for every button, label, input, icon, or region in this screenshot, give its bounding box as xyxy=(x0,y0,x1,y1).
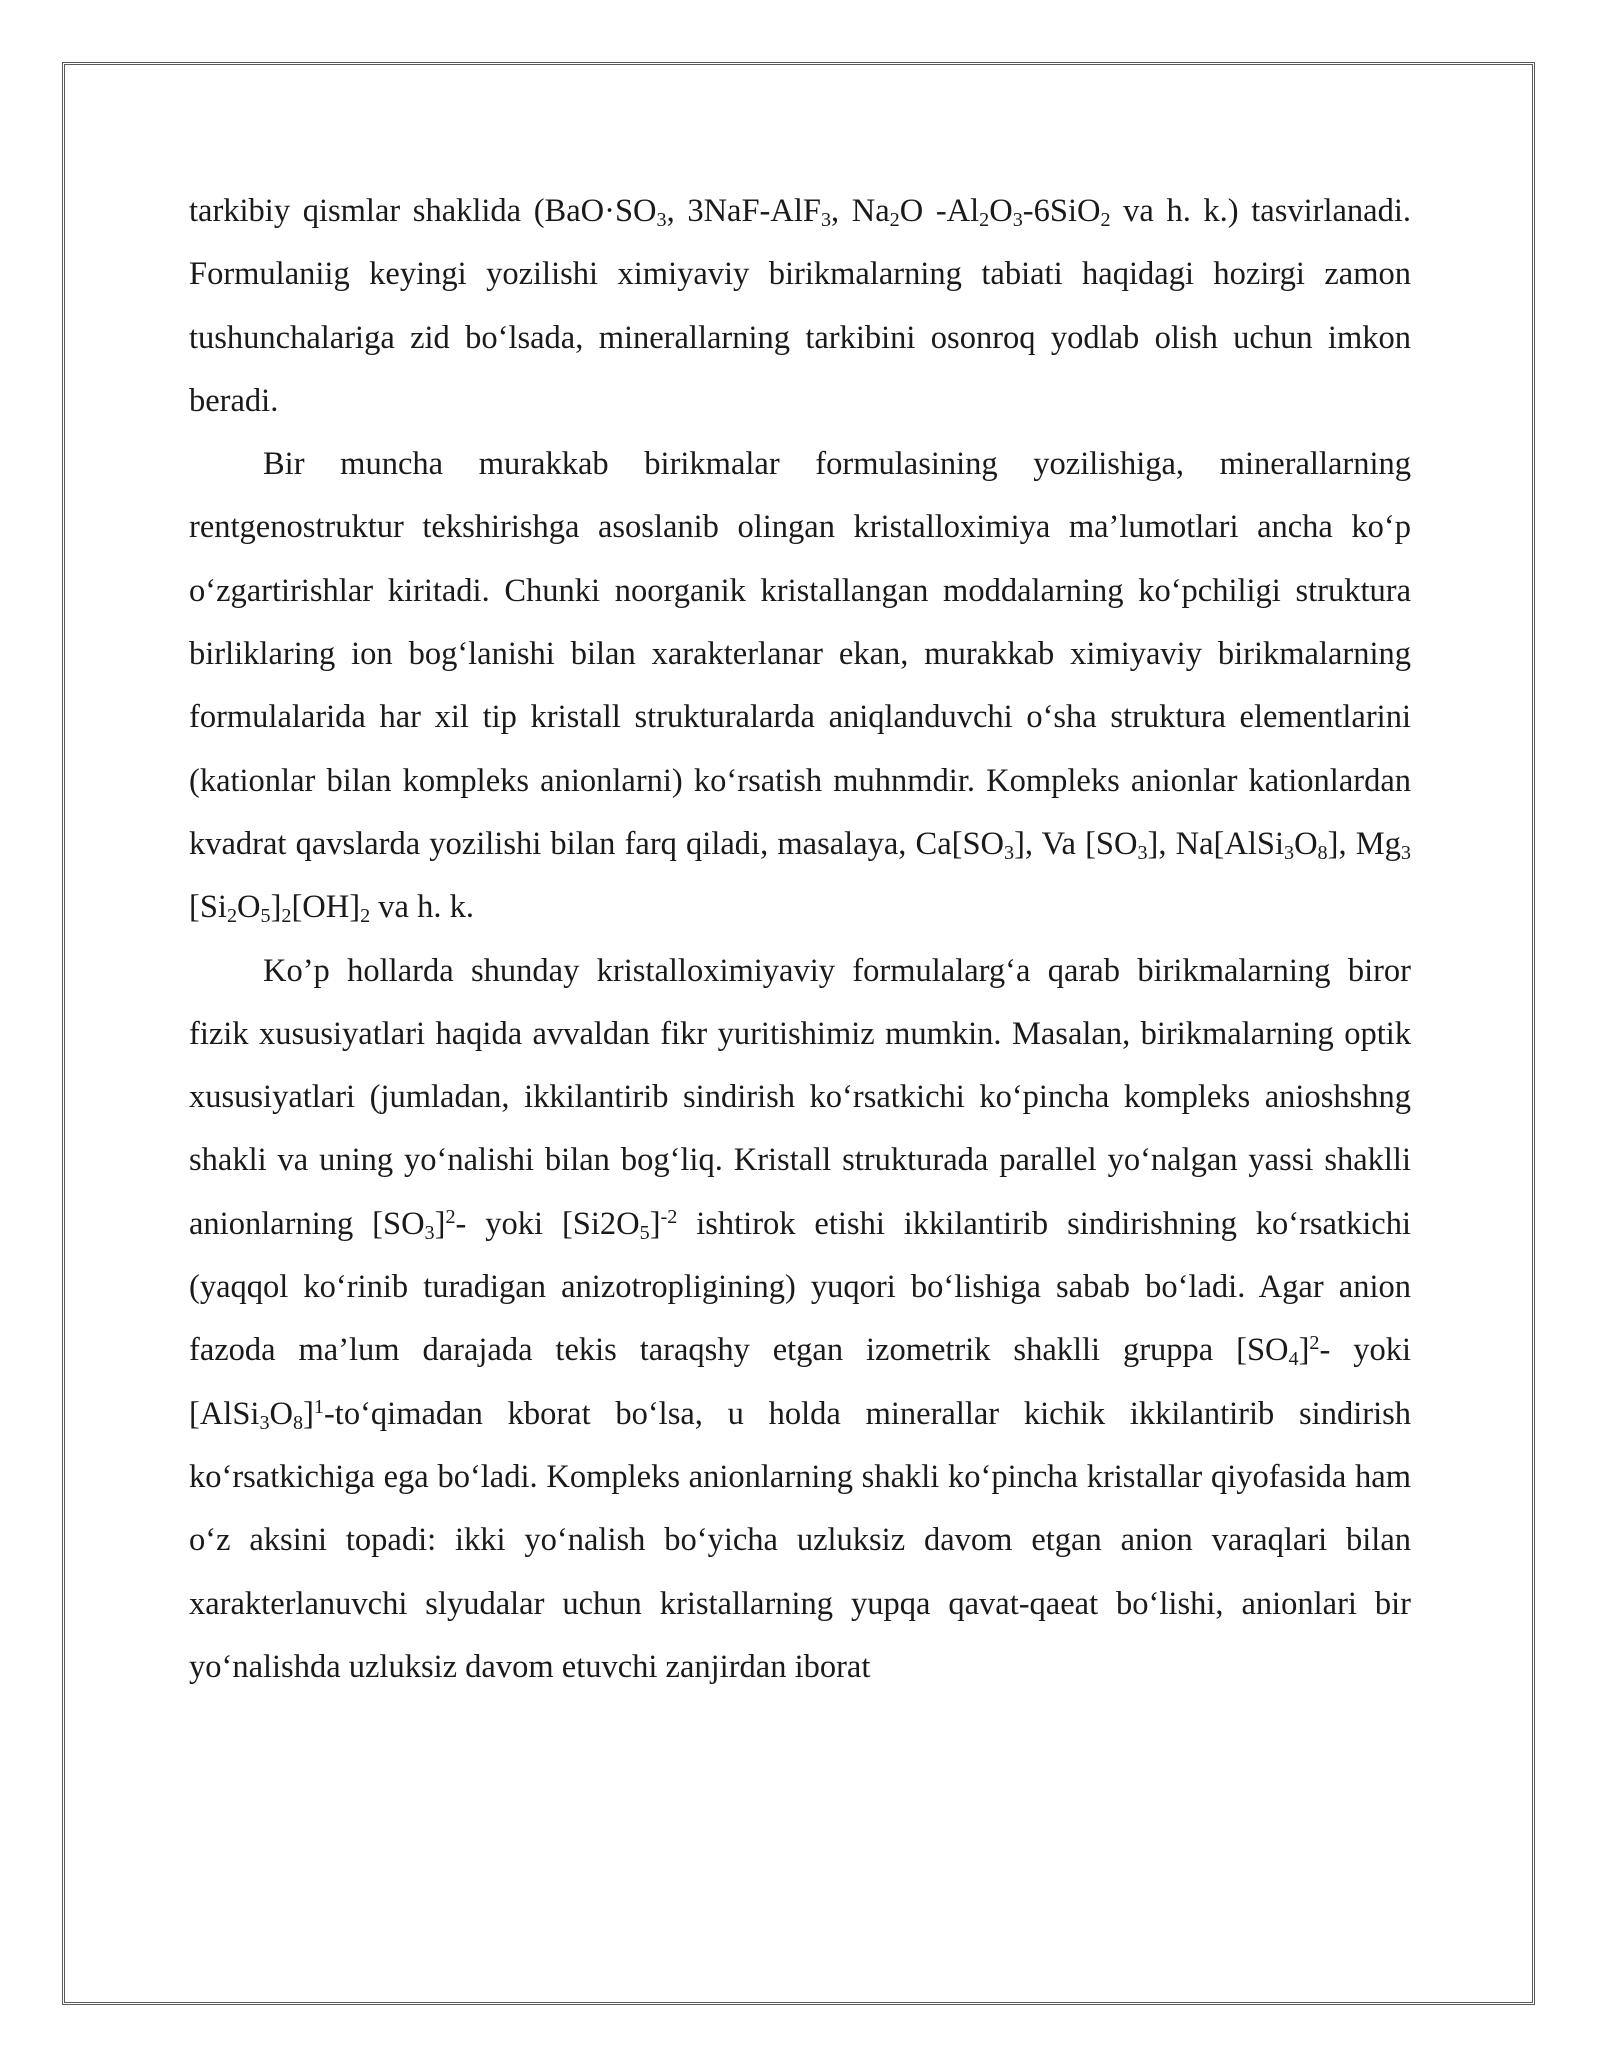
text-run: ], Na[AlSi xyxy=(1147,825,1284,862)
text-run: Bir muncha murakkab birikmalar formulasining yozilishiga, minerallarning rentgenostruktur tekshirishga asoslanib olingan kristalloximiya ma’lumotlari ancha ko‘p o‘zgartirishlar kiritadi. Chunki noorganik kristallangan moddalarning ko‘pchiligi struktura birliklaring ion bog‘lanishi bilan xarakterlanar ekan, murakkab ximiyaviy birikmalarning formulalarida har xil tip kristall strukturalarda aniqlanduvchi o‘sha struktura elementlarini (kationlar bilan kompleks anionlarni) ko‘rsatish muhnmdir. Kompleks anionlar kationlardan kvadrat qavslarda yozilishi bilan farq qiladi, masalaya, Ca[SO xyxy=(189,446,1411,862)
subscript: 3 xyxy=(424,1221,435,1244)
text-run: va h. k. xyxy=(370,889,474,926)
text-run: ] xyxy=(649,1205,661,1242)
subscript: 3 xyxy=(820,209,832,232)
subscript: 3 xyxy=(1400,842,1411,864)
subscript: 8 xyxy=(1317,842,1328,864)
text-run: O xyxy=(237,889,261,926)
text-run: - yoki [AlSi xyxy=(189,1332,1412,1432)
text-run: [OH] xyxy=(291,889,361,926)
paragraph xyxy=(189,433,1411,939)
subscript: 3 xyxy=(656,209,667,232)
text-run: , Na xyxy=(831,193,890,229)
text-run: -6SiO xyxy=(1022,193,1101,229)
superscript: 2 xyxy=(445,1205,456,1228)
subscript: 3 xyxy=(1012,209,1023,232)
text-run: ] xyxy=(1298,1332,1310,1369)
text-run: ], Mg xyxy=(1327,825,1401,862)
superscript: 2 xyxy=(1309,1332,1320,1355)
subscript: 3 xyxy=(1004,842,1015,864)
paragraph xyxy=(189,180,1411,433)
text-run: O xyxy=(269,1395,293,1432)
text-run: tarkibiy qismlar shaklida (BaO·SO xyxy=(189,193,657,229)
subscript: 2 xyxy=(979,209,990,232)
subscript: 3 xyxy=(1137,842,1148,864)
subscript: 3 xyxy=(1283,842,1295,864)
subscript: 2 xyxy=(226,905,238,928)
subscript: 2 xyxy=(360,905,371,928)
text-run: O xyxy=(1294,825,1318,862)
subscript: 2 xyxy=(889,209,900,232)
document-body xyxy=(189,180,1411,1699)
text-run: ] xyxy=(434,1205,446,1242)
text-run: O xyxy=(989,193,1013,229)
text-run: O -Al xyxy=(899,193,980,229)
text-run: ] xyxy=(270,889,282,926)
text-run: - yoki [Si2O xyxy=(455,1205,640,1242)
paragraph xyxy=(189,940,1411,1700)
text-run: ishtirok etishi ikkilantirib sindirishning ko‘rsatkichi (yaqqol ko‘rinib turadigan anizotropligining) yuqori bo‘lishiga sabab bo‘ladi. Agar anion fazoda ma’lum darajada tekis taraqshy etgan izometrik shaklli gruppa [SO xyxy=(189,1205,1411,1369)
subscript: 4 xyxy=(1288,1348,1299,1371)
text-run: ] xyxy=(303,1395,314,1432)
superscript: 1 xyxy=(313,1395,324,1418)
subscript: 2 xyxy=(281,905,292,928)
text-run: va h. k.) tasvirlanadi. Formulaniig keyingi yozilishi ximiyaviy birikmalarning tabiati haqidagi hozirgi zamon tushunchalariga zid bo‘lsada, minerallarning tarkibini osonroq yodlab olish uchun imkon beradi. xyxy=(189,193,1411,419)
subscript: 3 xyxy=(259,1411,270,1434)
superscript: -2 xyxy=(660,1205,678,1228)
subscript: 8 xyxy=(293,1411,304,1434)
subscript: 5 xyxy=(639,1221,650,1244)
subscript: 2 xyxy=(1100,209,1111,232)
text-run: [Si xyxy=(189,889,227,926)
text-run: ], Va [SO xyxy=(1014,825,1138,862)
text-run: , 3NaF-AlF xyxy=(666,193,821,229)
subscript: 5 xyxy=(260,905,271,928)
text-run: Ko’p hollarda shunday kristalloximiyaviy formulalarg‘a qarab birikmalarning biror fizik xususiyatlari haqida avvaldan fikr yuritishimiz mumkin. Masalan, birikmalarning optik xususiyatlari (jumladan, ikkilantirib sindirish ko‘rsatkichi ko‘pincha kompleks anioshshng shakli va uning yo‘nalishi bilan bog‘liq. Kristall strukturada parallel yo‘nalgan yassi shaklli anionlarning [SO xyxy=(189,952,1411,1242)
text-run: -to‘qimadan kborat bo‘lsa, u holda minerallar kichik ikkilantirib sindirish ko‘rsatkichiga ega bo‘ladi. Kompleks anionlarning shakli ko‘pincha kristallar qiyofasida ham o‘z aksini topadi: ikki yo‘nalish bo‘yicha uzluksiz davom etgan anion varaqlari bilan xarakterlanuvchi slyudalar uchun kristallarning yupqa qavat-qaeat bo‘lishi, anionlari bir yo‘nalishda uzluksiz davom etuvchi zanjirdan iborat xyxy=(189,1395,1411,1685)
